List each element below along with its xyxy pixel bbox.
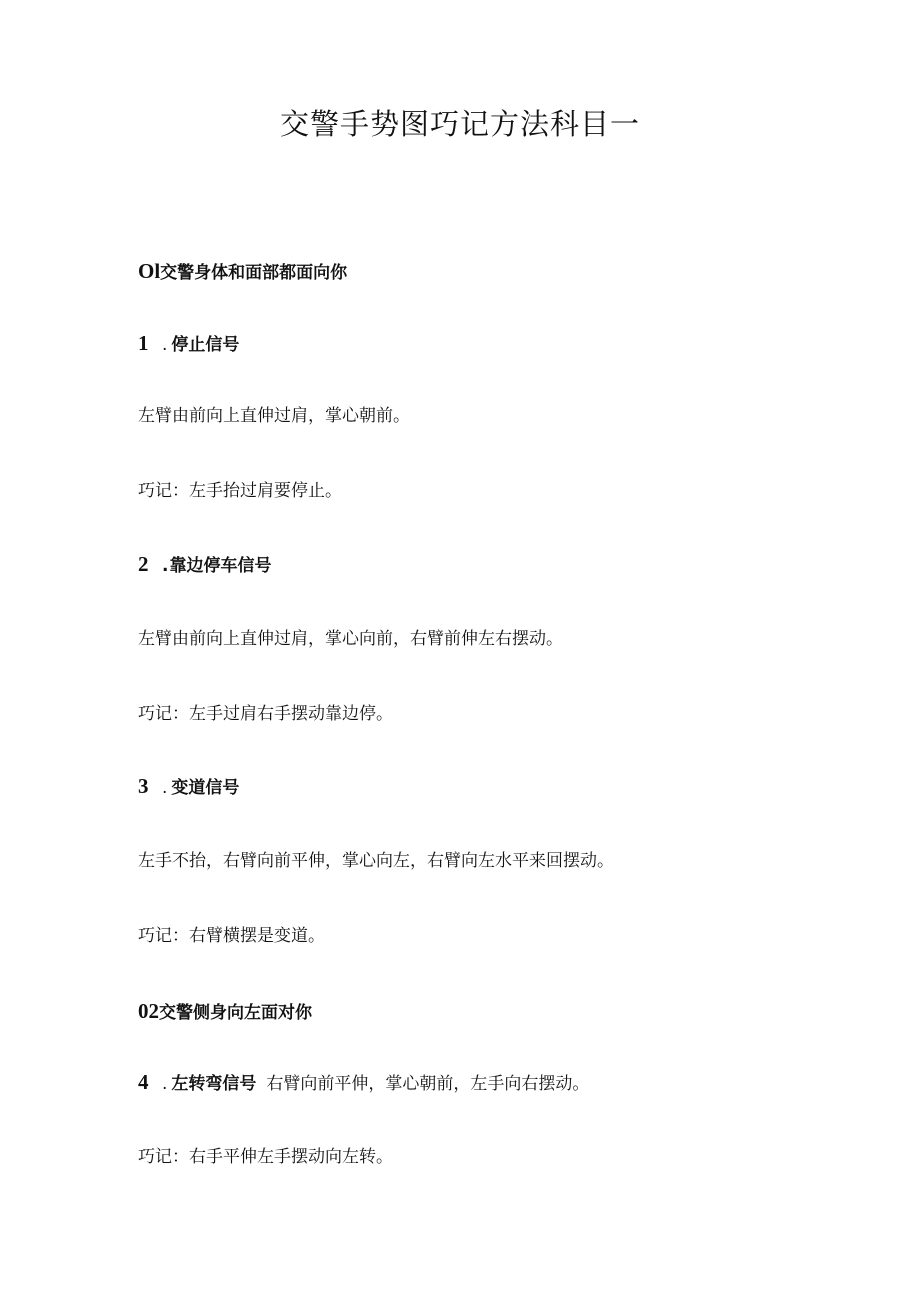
item-dot: . (162, 1074, 168, 1094)
section-number: Ol (138, 259, 161, 283)
section-heading-2 (138, 998, 312, 1026)
item-heading-4 (138, 1069, 589, 1097)
item-heading-2 (138, 551, 271, 579)
item-description-3: 左手不抬，右臂向前平伸，掌心向左，右臂向左水平来回摆动。 (138, 851, 614, 871)
item-description-2: 左臂由前向上直伸过肩，掌心向前，右臂前伸左右摆动。 (138, 629, 563, 649)
section-heading-1 (138, 258, 347, 286)
item-dot: . (162, 556, 169, 576)
item-description-4: 右臂向前平伸，掌心朝前，左手向右摆动。 (266, 1074, 590, 1094)
section-number: 02 (138, 999, 159, 1023)
document-title: 交警手势图巧记方法科目一 (279, 107, 640, 141)
item-title: 变道信号 (171, 778, 240, 798)
section-title: 交警身体和面部都面向你 (160, 263, 348, 283)
item-dot: . (162, 778, 168, 798)
item-heading-1 (138, 330, 239, 358)
item-mnemonic-3: 巧记：右臂横摆是变道。 (138, 926, 325, 946)
item-title: 左转弯信号 (171, 1074, 257, 1094)
item-description-1: 左臂由前向上直伸过肩，掌心朝前。 (138, 406, 410, 426)
item-number: 2 (138, 552, 149, 576)
item-number: 4 (138, 1070, 149, 1094)
item-title: 靠边停车信号 (169, 556, 272, 576)
item-mnemonic-4: 巧记：右手平伸左手摆动向左转。 (138, 1147, 393, 1167)
item-mnemonic-2: 巧记：左手过肩右手摆动靠边停。 (138, 704, 393, 724)
item-dot: . (162, 335, 168, 355)
section-title: 交警侧身向左面对你 (159, 1003, 312, 1023)
item-title: 停止信号 (171, 335, 240, 355)
item-number: 3 (138, 774, 149, 798)
item-number: 1 (138, 331, 149, 355)
item-heading-3 (138, 773, 239, 801)
item-mnemonic-1: 巧记：左手抬过肩要停止。 (138, 481, 342, 501)
